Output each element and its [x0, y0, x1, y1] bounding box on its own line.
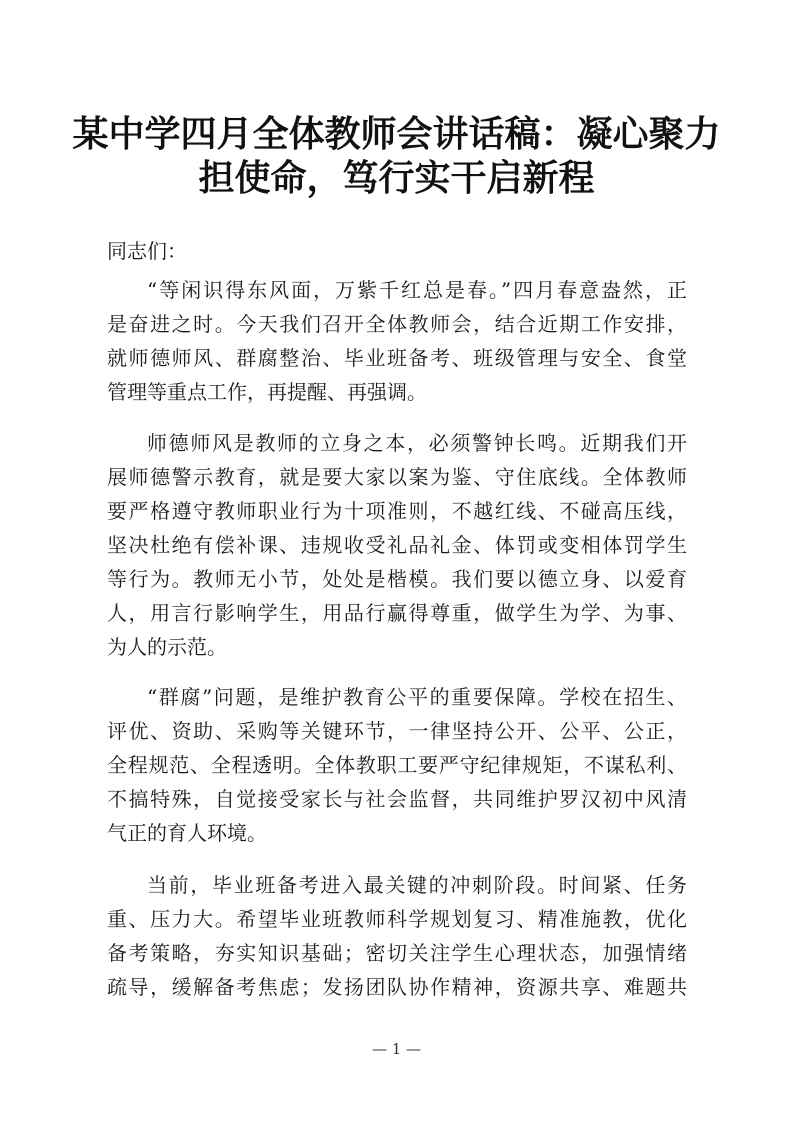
paragraph-line: “等闲识得东风面，万紫千红总是春。”四月春意盎然，正 [147, 278, 687, 302]
paragraph-line: 就师德师风、群腐整治、毕业班备考、班级管理与安全、食堂 [107, 346, 687, 370]
paragraph-line: 坚决杜绝有偿补课、违规收受礼品礼金、体罚或变相体罚学生 [107, 533, 687, 557]
paragraph-line: “群腐”问题，是维护教育公平的重要保障。学校在招生、 [147, 685, 687, 709]
paragraph-line: 展师德警示教育，就是要大家以案为鉴、守住底线。全体教师 [107, 465, 687, 489]
document-title-line-2: 担使命，笃行实干启新程 [198, 157, 595, 199]
paragraph-line: 人，用言行影响学生，用品行赢得尊重，做学生为学、为事、 [107, 601, 687, 625]
paragraph-line: 师德师风是教师的立身之本，必须警钟长鸣。近期我们开 [147, 431, 687, 455]
paragraph-line: 疏导，缓解备考焦虑；发扬团队协作精神，资源共享、难题共 [107, 975, 687, 999]
paragraph-2 [107, 426, 687, 664]
paragraph-line: 当前，毕业班备考进入最关键的冲刺阶段。时间紧、任务 [147, 873, 687, 897]
paragraph-line: 等行为。教师无小节，处处是楷模。我们要以德立身、以爱育 [107, 567, 687, 591]
paragraph-line: 要严格遵守教师职业行为十项准则，不越红线、不碰高压线， [107, 499, 687, 523]
paragraph-line: 评优、资助、采购等关键环节，一律坚持公开、公平、公正， [107, 719, 687, 743]
paragraph-line: 不搞特殊，自觉接受家长与社会监督，共同维护罗汉初中风清 [107, 787, 687, 811]
paragraph-line: 备考策略，夯实知识基础；密切关注学生心理状态，加强情绪 [107, 941, 687, 965]
paragraph-line: 管理等重点工作，再提醒、再强调。 [107, 380, 427, 404]
paragraph-3 [107, 680, 687, 850]
paragraph-4 [107, 868, 687, 1004]
greeting: 同志们： [107, 239, 187, 263]
document-title-line-1: 某中学四月全体教师会讲话稿：凝心聚力 [72, 113, 721, 155]
paragraph-line: 为人的示范。 [107, 635, 227, 659]
paragraph-line: 全程规范、全程透明。全体教职工要严守纪律规矩，不谋私利、 [107, 753, 687, 777]
page-number: — 1 — [371, 1040, 422, 1058]
paragraph-line: 是奋进之时。今天我们召开全体教师会，结合近期工作安排， [107, 312, 687, 336]
paragraph-line: 气正的育人环境。 [107, 821, 267, 845]
paragraph-1 [107, 273, 687, 409]
paragraph-line: 重、压力大。希望毕业班教师科学规划复习、精准施教，优化 [107, 907, 687, 931]
